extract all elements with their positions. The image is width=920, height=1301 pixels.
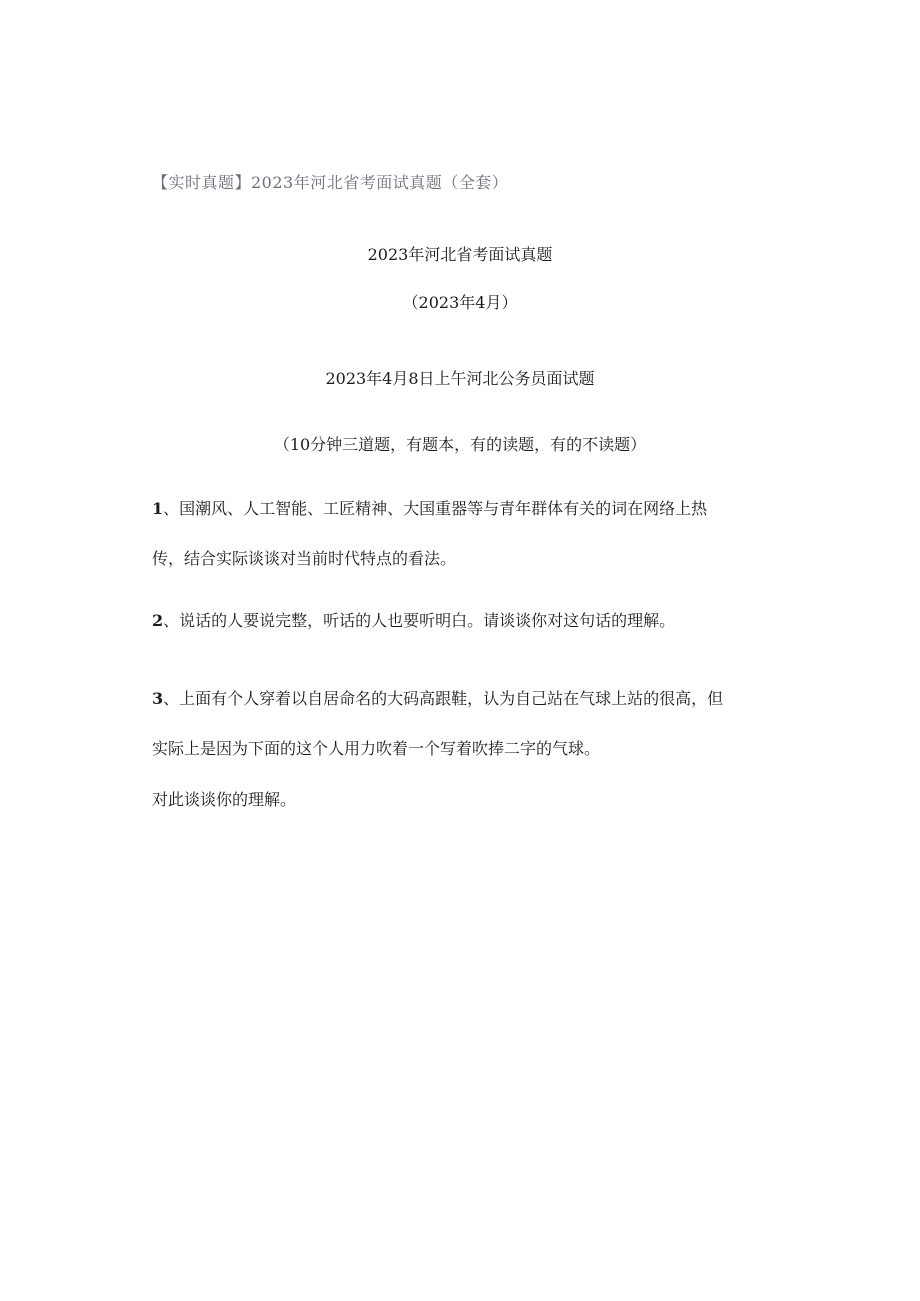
question-3-line-3: 对此谈谈你的理解。: [152, 790, 297, 809]
question-3-line-1: [152, 674, 772, 724]
exam-date: （2023年4月）: [402, 293, 518, 312]
question-3-line-2: 实际上是因为下面的这个人用力吹着一个写着吹捧二字的气球。: [152, 739, 601, 758]
question-1-separator: 、: [163, 499, 180, 518]
exam-session: 2023年4月8日上午河北公务员面试题: [325, 369, 595, 388]
document-header: 【实时真题】2023年河北省考面试真题（全套）: [152, 173, 509, 192]
question-1: [152, 484, 772, 584]
question-3-text-1: 上面有个人穿着以自居命名的大码高跟鞋，认为自己站在气球上站的很高，但: [179, 689, 724, 708]
question-2-line-1: [152, 596, 772, 646]
question-3-number: 3: [152, 689, 164, 708]
question-1-line-1: [152, 484, 772, 534]
question-3: [152, 674, 772, 774]
question-2-number: 2: [152, 611, 164, 630]
question-1-text-1: 国潮风、人工智能、工匠精神、大国重器等与青年群体有关的词在网络上热: [179, 499, 708, 518]
question-3-separator: 、: [163, 689, 180, 708]
question-1-number: 1: [152, 499, 164, 518]
question-2-text-1: 说话的人要说完整，听话的人也要听明白。请谈谈你对这句话的理解。: [179, 611, 676, 630]
question-2: [152, 596, 772, 646]
exam-title: 2023年河北省考面试真题: [367, 245, 553, 264]
question-2-separator: 、: [163, 611, 180, 630]
exam-note: （10分钟三道题，有题本，有的读题，有的不读题）: [273, 435, 647, 454]
question-1-line-2: 传，结合实际谈谈对当前时代特点的看法。: [152, 549, 457, 568]
